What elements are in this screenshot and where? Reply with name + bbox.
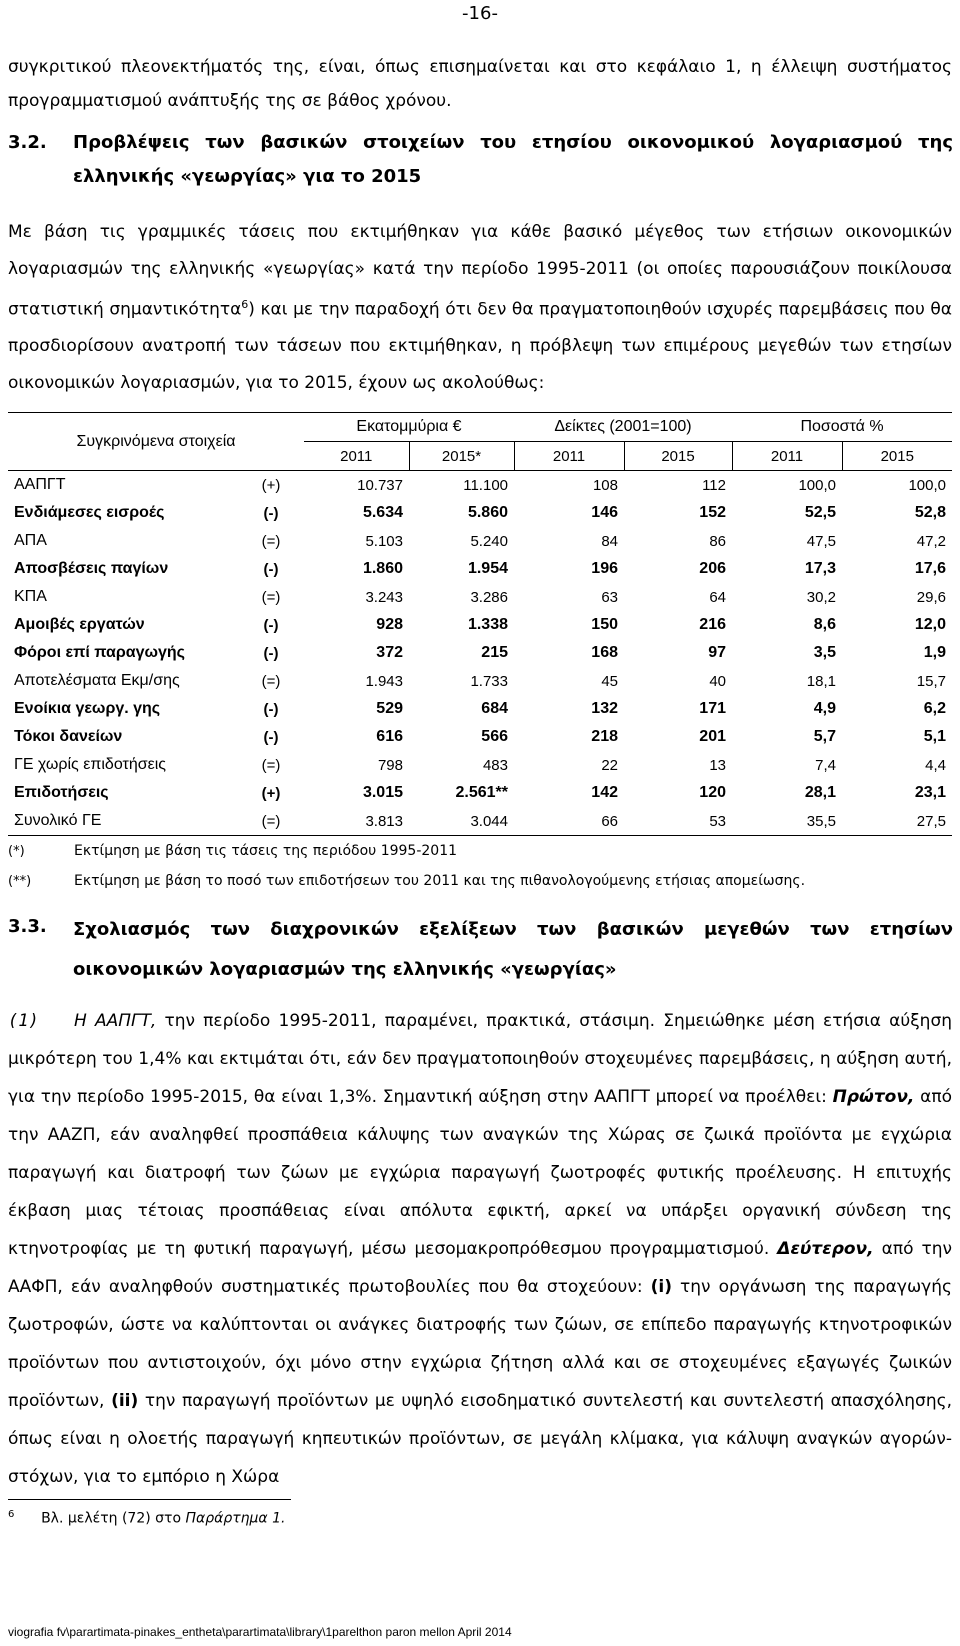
table-cell: 7,4 <box>815 756 836 774</box>
row-header: Συγκρινόμενα στοιχεία <box>8 413 304 471</box>
paragraph-enum-i: (i) <box>650 1277 672 1297</box>
paragraph-text: από την ΑΑΖΠ, εάν αναληφθεί προσπάθεια κάλυψης των αναγκών της Χώρας σε ζωικά προϊόντα με εγχώρια παραγωγή και διατροφή των ζώων με εγχώρια παραγωγή ζωοτροφές φυτικής προέλευσης. Η επιτυχής έκβαση μιας τέτοιας προσπάθειας είναι απόλυτα εφικτή, αρκεί να υπάρξει οργανική σύνδεση της κτηνοτροφίας με τη φυτική παραγωγή, μέσω μεσομακροπρόθεσμου προγραμματισμού. <box>8 1087 953 1259</box>
paragraph-label: (1) <box>8 1011 39 1031</box>
table-cell: 8,6 <box>813 616 836 633</box>
table-cell: 1.943 <box>365 672 403 690</box>
table-cell: 28,1 <box>804 784 836 801</box>
table-cell: 215 <box>481 644 508 661</box>
table-cell: 150 <box>591 616 618 633</box>
row-sign: (+) <box>261 784 281 802</box>
table-row <box>8 695 952 723</box>
table-cell: 1.733 <box>470 672 508 690</box>
table-cell: 52,8 <box>914 504 946 521</box>
row-sign: (=) <box>238 807 304 836</box>
footnote <box>8 1509 285 1527</box>
paragraph-first: Πρώτον, <box>832 1087 915 1107</box>
table-row <box>8 639 952 667</box>
group-millions: Εκατομμύρια € <box>304 413 514 442</box>
table-cell: 196 <box>591 560 618 577</box>
table-cell: 27,5 <box>842 807 952 836</box>
row-label: Τόκοι δανείων <box>14 728 123 745</box>
forecast-paragraph-text-2: ) και με την παραδοχή ότι δεν θα πραγματοποιηθούν ισχυρές παρεμβάσεις που θα προσδιορίσουν ανατροπή των τάσεων που εκτιμήθηκαν, η πρόβλεψη των επιμέρους μεγεθών των ετησίων οικονομικών λογαριασμών, για το 2015, έχουν ως ακολούθως: <box>8 299 952 393</box>
row-sign: (+) <box>261 476 281 494</box>
table-cell: 4,4 <box>925 756 946 774</box>
row-label: Ενδιάμεσες εισροές <box>14 504 165 521</box>
table-note-mark: (**) <box>8 874 32 889</box>
commentary-paragraph <box>8 1002 952 1496</box>
table-cell: 64 <box>709 588 726 606</box>
table-row <box>8 499 952 527</box>
year-header: 2011 <box>514 442 624 471</box>
table-cell: 798 <box>377 756 403 774</box>
table-cell: 132 <box>591 700 618 717</box>
table-cell: 13 <box>709 756 726 774</box>
table-cell: 47,5 <box>806 532 836 550</box>
table-cell: 11.100 <box>463 476 508 494</box>
year-header: 2015* <box>409 442 514 471</box>
paragraph-text: από την ΑΑΦΠ, εάν αναληφθούν συστηματικές πρωτοβουλίες που θα στοχεύουν: <box>8 1239 952 1297</box>
table-cell: 6,2 <box>923 700 946 717</box>
table-cell: 3.015 <box>362 784 403 801</box>
table-row <box>8 751 952 779</box>
table-cell: 12,0 <box>914 616 946 633</box>
table-note-text: Εκτίμηση με βάση τις τάσεις της περιόδου 1995-2011 <box>74 843 458 859</box>
row-label: Ενοίκια γεωργ. γης <box>14 700 161 717</box>
table-cell: 372 <box>376 644 403 661</box>
table-cell: 2.561** <box>455 784 508 801</box>
row-sign: (-) <box>263 728 279 746</box>
footnote-text: Βλ. μελέτη (72) στο <box>41 1510 186 1527</box>
table-cell: 5.103 <box>365 532 403 550</box>
section-33-title: Σχολιασμός των διαχρονικών εξελίξεων των βασικών μεγεθών των ετησίων οικονομικών λογαριασμών της ελληνικής «γεωργίας» <box>73 919 953 980</box>
table-cell: 171 <box>699 700 726 717</box>
table-cell: 108 <box>592 476 618 494</box>
table-cell: 52,5 <box>804 504 836 521</box>
table-cell: 168 <box>591 644 618 661</box>
forecast-paragraph <box>8 214 952 401</box>
table-note-mark: (*) <box>8 844 25 859</box>
table-cell: 529 <box>376 700 403 717</box>
table-cell: 216 <box>699 616 726 633</box>
table-cell: 5.860 <box>467 504 508 521</box>
table-cell: 22 <box>601 756 618 774</box>
table-cell: 10.737 <box>357 476 403 494</box>
forecast-table <box>8 412 952 836</box>
table-row <box>8 471 952 500</box>
row-sign: (-) <box>263 644 279 662</box>
table-cell: 201 <box>699 728 726 745</box>
year-header: 2015 <box>624 442 732 471</box>
table-cell: 5,1 <box>923 728 946 745</box>
group-indices: Δείκτες (2001=100) <box>514 413 732 442</box>
table-cell: 3.813 <box>304 807 409 836</box>
row-label: Επιδοτήσεις <box>14 784 109 801</box>
table-cell: 63 <box>601 588 618 606</box>
table-cell: 566 <box>481 728 508 745</box>
row-sign: (-) <box>263 616 279 634</box>
table-cell: 100,0 <box>908 476 946 494</box>
table-cell: 84 <box>601 532 618 550</box>
table-cell: 5.634 <box>362 504 403 521</box>
row-sign: (-) <box>263 504 279 522</box>
table-row <box>8 583 952 611</box>
row-label: ΚΠΑ <box>14 588 47 605</box>
row-label: Αποτελέσματα Εκμ/σης <box>14 672 180 689</box>
table-cell: 5.240 <box>470 532 508 550</box>
table-row <box>8 807 952 836</box>
table-cell: 45 <box>601 672 618 690</box>
table-cell: 684 <box>481 700 508 717</box>
table-cell: 35,5 <box>732 807 842 836</box>
table-cell: 1.338 <box>467 616 508 633</box>
row-sign: (-) <box>263 700 279 718</box>
table-cell: 40 <box>709 672 726 690</box>
table-cell: 86 <box>709 532 726 550</box>
table-cell: 3.286 <box>470 588 508 606</box>
table-cell: 66 <box>514 807 624 836</box>
table-cell: 120 <box>699 784 726 801</box>
row-sign: (=) <box>261 532 281 550</box>
table-cell: 152 <box>699 504 726 521</box>
section-32-number: 3.2. <box>8 132 47 153</box>
row-sign: (=) <box>261 756 281 774</box>
table-cell: 928 <box>376 616 403 633</box>
forecast-paragraph-text: Με βάση τις γραμμικές τάσεις που εκτιμήθηκαν για κάθε βασικό μέγεθος των ετήσιων οικονομικών λογαριασμών της ελληνικής «γεωργίας» κατά την περίοδο 1995-2011 (οι οποίες παρουσιάζουν ποικίλουσα στατιστική σημαντικότητα <box>8 222 952 320</box>
table-cell: 17,3 <box>804 560 836 577</box>
table-row <box>8 527 952 555</box>
row-label: ΓΕ χωρίς επιδοτήσεις <box>14 756 166 773</box>
table-row <box>8 555 952 583</box>
row-label: Συνολικό ΓΕ <box>8 807 238 836</box>
table-cell: 47,2 <box>916 532 946 550</box>
row-label: Αμοιβές εργατών <box>14 616 145 633</box>
footnote-link: Παράρτημα 1. <box>185 1510 286 1527</box>
row-sign: (-) <box>263 560 279 578</box>
year-header: 2015 <box>842 442 952 471</box>
table-cell: 30,2 <box>806 588 836 606</box>
table-cell: 3.243 <box>365 588 403 606</box>
table-row <box>8 723 952 751</box>
paragraph-enum-ii: (ii) <box>111 1391 139 1411</box>
page-number: -16- <box>462 3 498 24</box>
row-label: Φόροι επί παραγωγής <box>14 644 185 661</box>
table-cell: 18,1 <box>806 672 836 690</box>
table-cell: 3,5 <box>813 644 836 661</box>
table-cell: 616 <box>376 728 403 745</box>
footer-file-path: viografia fv\parartimata-pinakes_entheta\parartimata\library\1parelthon paron mellon April 2014 <box>8 1625 512 1639</box>
footnote-ref: 6 <box>241 298 249 311</box>
table-row <box>8 611 952 639</box>
year-header: 2011 <box>304 442 409 471</box>
table-header-groups <box>8 413 952 442</box>
row-sign: (=) <box>261 672 281 690</box>
table-cell: 23,1 <box>914 784 946 801</box>
group-percent: Ποσοστά % <box>732 413 952 442</box>
table-cell: 483 <box>482 756 508 774</box>
paragraph-lead: Η ΑΑΠΓΤ, <box>74 1011 157 1031</box>
year-header: 2011 <box>732 442 842 471</box>
row-label: ΑΠΑ <box>14 532 47 549</box>
table-cell: 4,9 <box>813 700 836 717</box>
table-cell: 146 <box>591 504 618 521</box>
table-note-text: Εκτίμηση με βάση το ποσό των επιδοτήσεων του 2011 και της πιθανολογούμενης ετήσιας απομείωσης. <box>74 873 806 889</box>
row-label: Αποσβέσεις παγίων <box>14 560 169 577</box>
table-row <box>8 667 952 695</box>
footnote-mark: 6 <box>8 1509 15 1520</box>
table-cell: 112 <box>702 476 726 494</box>
paragraph-second: Δεύτερον, <box>777 1239 874 1259</box>
table-cell: 97 <box>708 644 726 661</box>
table-cell: 1.860 <box>362 560 403 577</box>
section-32-title: Προβλέψεις των βασικών στοιχείων του ετησίου οικονομικού λογαριασμού της ελληνικής «γεωργίας» για το 2015 <box>73 132 953 187</box>
table-cell: 53 <box>624 807 732 836</box>
table-cell: 100,0 <box>798 476 836 494</box>
table-cell: 218 <box>591 728 618 745</box>
intro-paragraph: συγκριτικού πλεονεκτήματός της, είναι, όπως επισημαίνεται και στο κεφάλαιο 1, η έλλειψη συστήματος προγραμματισμού ανάπτυξής της σε βάθος χρόνου. <box>8 57 952 111</box>
row-sign: (=) <box>261 588 281 606</box>
table-cell: 5,7 <box>813 728 836 745</box>
paragraph-text: την περίοδο 1995-2011, παραμένει, πρακτικά, στάσιμη. Σημειώθηκε μέση ετήσια αύξηση μικρότερη του 1,4% και εκτιμάται ότι, εάν δεν πραγματοποιηθούν στοχευμένες παρεμβάσεις, η αύξηση αυτή, για την περίοδο 1995-2015, θα είναι 1,3%. Σημαντική αύξηση στην ΑΑΠΓΤ μπορεί να προέλθει: <box>8 1011 952 1107</box>
table-cell: 142 <box>591 784 618 801</box>
paragraph-text: την παραγωγή προϊόντων με υψηλό εισοδηματικό συντελεστή και συντελεστή απασχόλησης, όπως είναι η ολοετής παραγωγή κηπευτικών προϊόντων, σε μεγάλη κλίμακα, για κάλυψη αναγκών αγορών-στόχων, για το εμπόριο η Χώρα <box>8 1391 952 1487</box>
table-cell: 15,7 <box>916 672 946 690</box>
table-cell: 29,6 <box>916 588 946 606</box>
footnote-divider <box>8 1499 291 1500</box>
table-cell: 1.954 <box>467 560 508 577</box>
row-label: ΑΑΠΓΤ <box>14 476 66 493</box>
table-cell: 1,9 <box>923 644 946 661</box>
section-33-number: 3.3. <box>8 916 47 937</box>
table-cell: 17,6 <box>914 560 946 577</box>
table-row <box>8 779 952 807</box>
paragraph-text: την οργάνωση της παραγωγής ζωοτροφών, ώστε να καλύπτονται οι ανάγκες διατροφής των ζώων, σε επίπεδο παραγωγής κτηνοτροφικών προϊόντων που αντιστοιχούν, όχι μόνο στην εγχώρια ζήτηση αλλά και σε στοχευμένες εξαγωγές ζωικών προϊόντων, <box>8 1277 952 1411</box>
table-cell: 3.044 <box>409 807 514 836</box>
table-cell: 206 <box>699 560 726 577</box>
